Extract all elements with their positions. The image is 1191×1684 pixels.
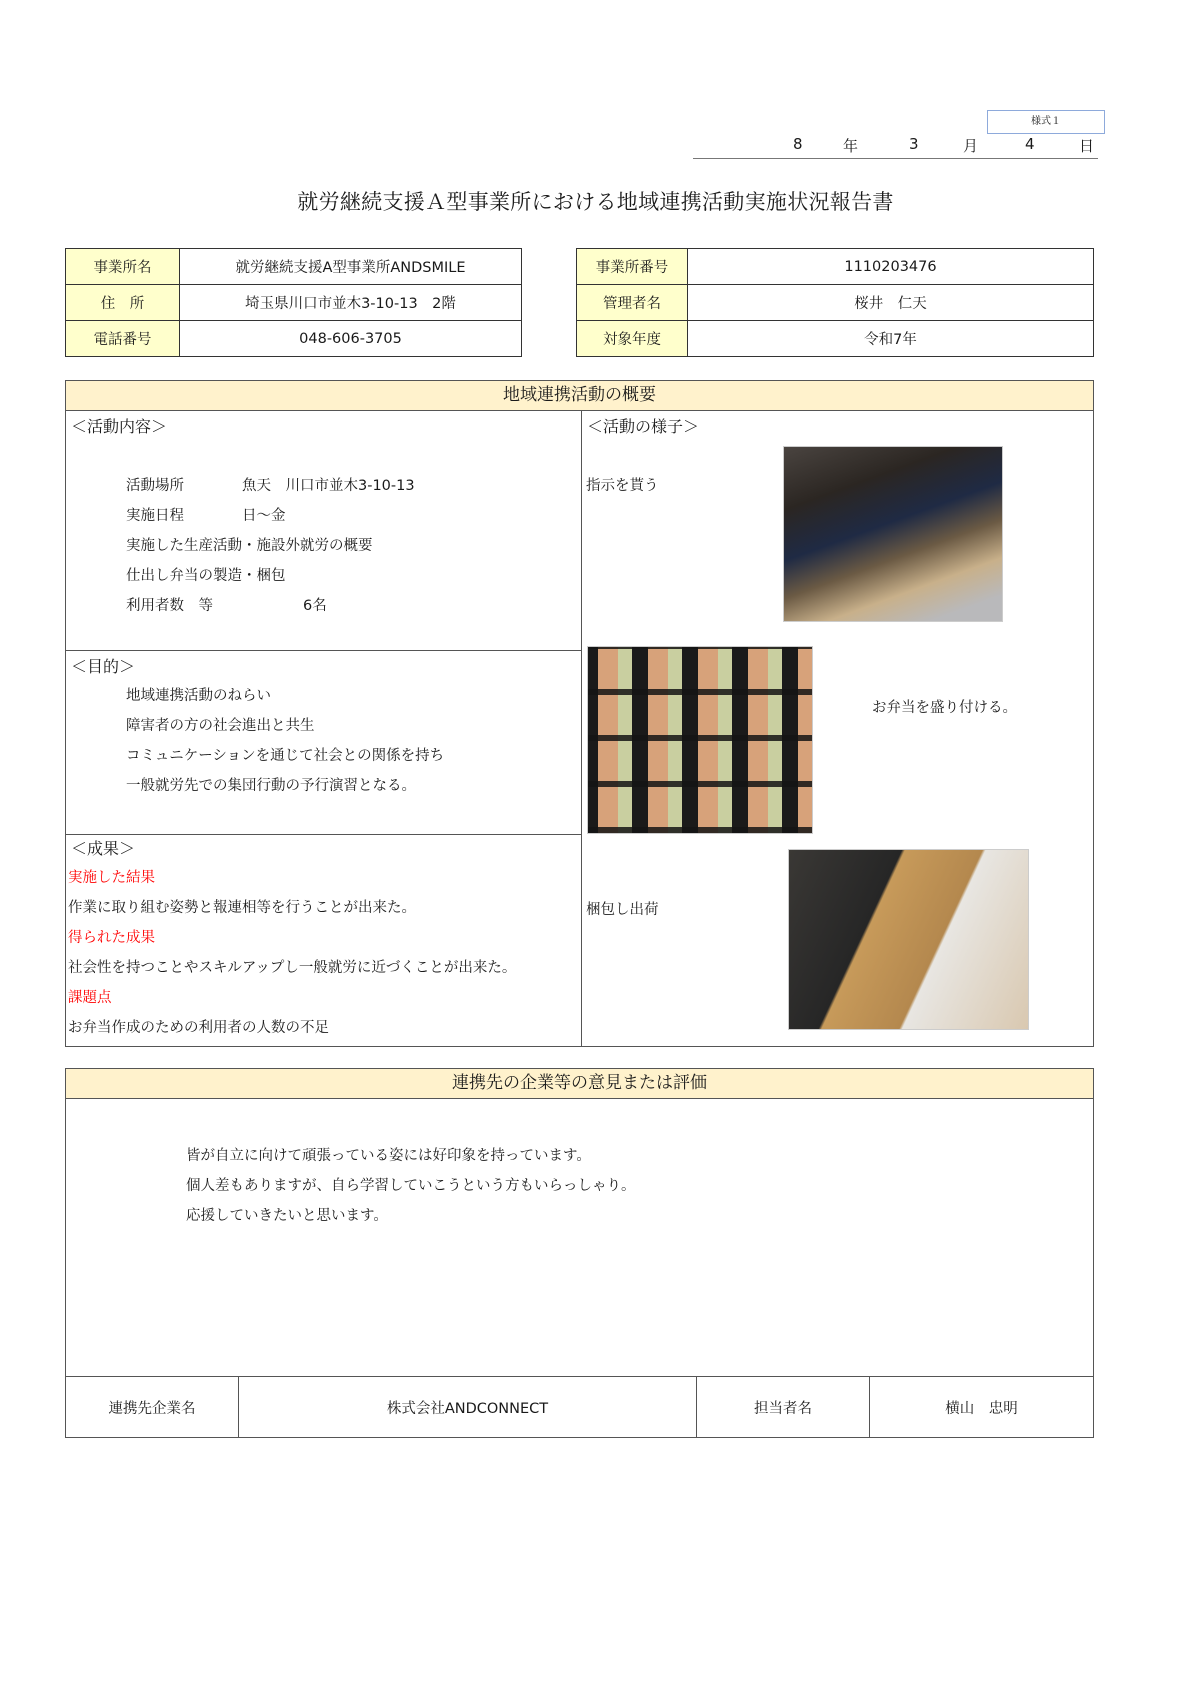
date-day: 4 <box>1025 135 1035 153</box>
column-divider <box>581 411 582 1046</box>
evaluation-line: 応援していきたいと思います。 <box>186 1208 388 1224</box>
activity-summary-value: 仕出し弁当の製造・梱包 <box>126 568 286 584</box>
result-text: 作業に取り組む姿勢と報連相等を行うことが出来た。 <box>68 900 416 916</box>
report-date <box>693 133 1098 159</box>
address-label: 住 所 <box>66 285 180 321</box>
table-row <box>577 321 1094 357</box>
outcome-label: 得られた成果 <box>68 930 155 946</box>
evaluation-line: 個人差もありますが、自ら学習していこうという方もいらっしゃり。 <box>186 1178 636 1194</box>
result-label: 実施した結果 <box>68 870 155 886</box>
evaluation-section <box>65 1068 1094 1438</box>
date-year: 8 <box>793 135 803 153</box>
office-info-table <box>65 248 522 357</box>
activity-heading: ＜活動内容＞ <box>71 417 168 436</box>
photos-heading: ＜活動の様子＞ <box>587 417 700 436</box>
purpose-heading: ＜目的＞ <box>71 657 136 676</box>
contact-name: 横山 忠明 <box>945 1400 1018 1417</box>
table-row <box>577 285 1094 321</box>
manager-value: 桜井 仁天 <box>688 285 1094 321</box>
issue-text: お弁当作成のための利用者の人数の不足 <box>68 1020 329 1036</box>
photo-packing <box>788 849 1029 1030</box>
phone-label: 電話番号 <box>66 321 180 357</box>
fiscal-year-label: 対象年度 <box>577 321 688 357</box>
table-row <box>66 321 522 357</box>
users-count-label: 利用者数 等 <box>126 598 213 614</box>
address-value: 埼玉県川口市並木3-10-13 2階 <box>180 285 522 321</box>
date-month: 3 <box>909 135 919 153</box>
office-number-label: 事業所番号 <box>577 249 688 285</box>
results-heading: ＜成果＞ <box>71 839 136 858</box>
photo-bento-arranging <box>587 646 813 834</box>
evaluation-line: 皆が自立に向けて頑張っている姿には好印象を持っています。 <box>186 1148 591 1164</box>
date-year-unit: 年 <box>843 137 859 155</box>
purpose-line: コミュニケーションを通じて社会との関係を持ち <box>126 748 445 764</box>
purpose-line: 地域連携活動のねらい <box>126 688 271 704</box>
partner-name: 株式会社ANDCONNECT <box>239 1377 697 1437</box>
form-id-box: 様式１ <box>987 110 1105 134</box>
row-divider <box>66 650 581 651</box>
table-row <box>577 249 1094 285</box>
photo-caption: お弁当を盛り付ける。 <box>872 700 1017 716</box>
partner-label: 連携先企業名 <box>66 1377 239 1437</box>
photo-caption: 梱包し出荷 <box>586 902 659 918</box>
purpose-line: 障害者の方の社会進出と共生 <box>126 718 315 734</box>
row-divider <box>66 834 581 835</box>
fiscal-year-value: 令和7年 <box>688 321 1094 357</box>
activity-summary-label: 実施した生産活動・施設外就労の概要 <box>126 538 373 554</box>
phone-value: 048-606-3705 <box>180 321 522 357</box>
outcome-text: 社会性を持つことやスキルアップし一般就労に近づくことが出来た。 <box>68 960 517 976</box>
photo-caption: 指示を貰う <box>586 478 659 494</box>
contact-label: 担当者名 <box>697 1377 870 1437</box>
table-row <box>66 285 522 321</box>
overview-section <box>65 380 1094 1047</box>
photo-instructions <box>783 446 1003 622</box>
issue-label: 課題点 <box>68 990 112 1006</box>
activity-location-label: 活動場所 <box>126 478 184 494</box>
manager-label: 管理者名 <box>577 285 688 321</box>
activity-location-value: 魚天 川口市並木3-10-13 <box>242 478 415 494</box>
office-name-value: 就労継続支援A型事業所ANDSMILE <box>180 249 522 285</box>
page-title: 就労継続支援Ａ型事業所における地域連携活動実施状況報告書 <box>297 190 894 214</box>
office-meta-table <box>576 248 1094 357</box>
date-day-unit: 日 <box>1079 137 1095 155</box>
overview-heading: 地域連携活動の概要 <box>66 381 1093 411</box>
partner-row <box>66 1376 1093 1437</box>
activity-schedule-value: 日～金 <box>242 508 286 524</box>
evaluation-heading: 連携先の企業等の意見または評価 <box>66 1069 1093 1099</box>
purpose-line: 一般就労先での集団行動の予行演習となる。 <box>126 778 416 794</box>
office-number-value: 1110203476 <box>688 249 1094 285</box>
users-count-value: 6名 <box>303 598 327 614</box>
date-month-unit: 月 <box>963 137 979 155</box>
table-row <box>66 249 522 285</box>
office-name-label: 事業所名 <box>66 249 180 285</box>
activity-schedule-label: 実施日程 <box>126 508 184 524</box>
